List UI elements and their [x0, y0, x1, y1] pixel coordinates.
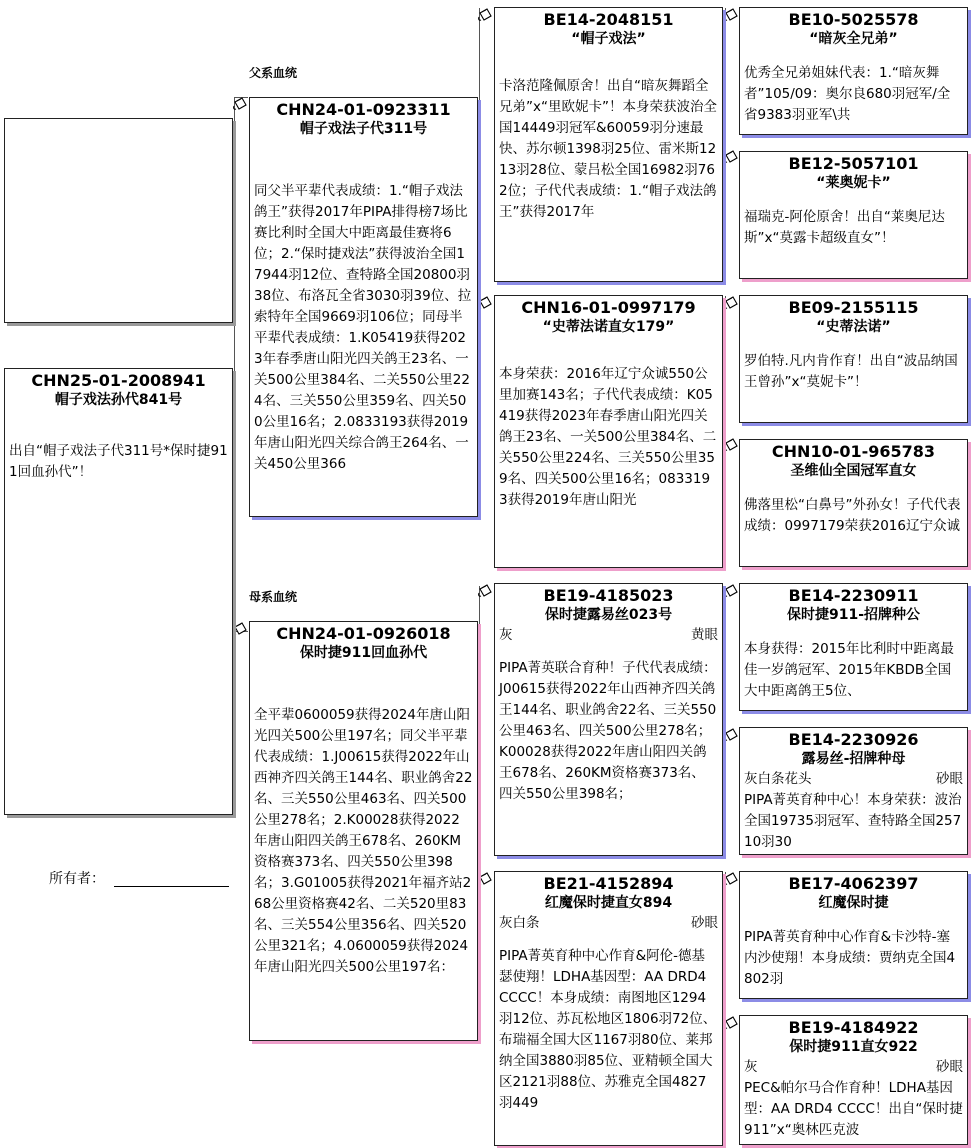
connector: [725, 872, 726, 1016]
ring-number: BE21-4152894: [543, 874, 674, 893]
paint-bucket-icon: [724, 150, 738, 164]
bird-description: PEC&帕尔马合作育种！LDHA基因型：AA DRD4 CCCC！出自“保时捷911”x“奥林匹克波: [744, 1080, 963, 1138]
paint-bucket-icon: [724, 1016, 738, 1030]
connector: [479, 586, 480, 876]
ring-number: CHN25-01-2008941: [31, 371, 206, 390]
paint-bucket-icon: [478, 296, 492, 310]
bird-description: 本身荣获：2016年辽宁众诚550公里加赛143名；子代代表成绩：K05419获得2023年春季唐山阳光四关鸽王23名、一关500公里384名、二关550公里224名、三关550公里359名、四关500公里16名；0833193获得2019年唐山阳光: [499, 366, 717, 508]
paint-bucket-icon: [724, 728, 738, 742]
grandsire-paternal-card[interactable]: [494, 7, 723, 282]
great-grandparent-card[interactable]: [739, 295, 968, 423]
paint-bucket-icon: [724, 8, 738, 22]
feather-color: 灰: [744, 1059, 758, 1075]
bird-name: “暗灰全兄弟”: [809, 31, 898, 47]
bird-description: 出自“帽子戏法子代311号*保时捷911回血孙代”！: [9, 443, 228, 480]
ring-number: BE17-4062397: [788, 874, 919, 893]
granddam-paternal-card[interactable]: [494, 295, 723, 568]
ring-number: BE09-2155115: [788, 298, 919, 317]
ring-number: BE19-4185023: [543, 586, 674, 605]
great-grandparent-card[interactable]: [739, 151, 968, 279]
connector: [725, 296, 726, 440]
eye-type: 砂眼: [936, 771, 963, 787]
bird-name: “帽子戏法”: [571, 31, 646, 47]
feather-color: 灰白条花头: [744, 771, 812, 787]
bird-description: 佛落里松“白鼻号”外孙女！子代代表成绩：0997179荣获2016辽宁众诚: [744, 497, 961, 534]
connector: [725, 8, 726, 152]
bird-description: 本身获得：2015年比利时中距离最佳一岁鸽冠军、2015年KBDB全国大中距离鸽王5位、: [744, 641, 954, 699]
bird-description: PIPA菁英育种中心！本身荣获：波治全国19735羽冠军、查特路全国25710羽30: [744, 792, 962, 850]
subject-card[interactable]: [4, 368, 233, 815]
feather-color: 灰白条: [499, 915, 540, 931]
dam-line-label: 母系血统: [249, 590, 298, 604]
bird-description: 卡洛范隆佩原舍！出自“暗灰舞蹈全兄弟”x“里欧妮卡”！本身荣获波治全国14449羽冠军&60059羽分速最快、苏尔顿1398羽25位、雷米斯1213羽28位、蒙吕松全国16982羽762位；子代代表成绩：1.“帽子戏法鸽王”获得2017年: [499, 78, 717, 220]
ring-number: CHN16-01-0997179: [521, 298, 696, 317]
bird-name: 保时捷911直女922: [789, 1039, 918, 1055]
ring-number: CHN10-01-965783: [771, 442, 936, 461]
bird-description: PIPA菁英联合育种！子代代表成绩：J00615获得2022年山西神齐四关鸽王144名、职业鸽舍22名、三关550公里463名、四关500公里278名；K00028获得2022年唐山阳四关鸽王678名、260KM资格赛373名、四关550公里398名；: [499, 660, 717, 802]
ring-number: BE12-5057101: [788, 154, 919, 173]
granddam-maternal-card[interactable]: [494, 871, 723, 1146]
great-grandparent-card[interactable]: [739, 1015, 968, 1145]
ring-number: BE14-2230911: [788, 586, 919, 605]
bird-name: “史蒂法诺”: [816, 319, 891, 335]
bird-name: 圣维仙全国冠军直女: [790, 463, 917, 479]
paint-bucket-icon: [233, 97, 247, 111]
paint-bucket-icon: [724, 438, 738, 452]
photo-box[interactable]: [4, 118, 233, 323]
bird-name: 保时捷911回血孙代: [299, 645, 428, 661]
sire-card[interactable]: [249, 97, 478, 517]
ring-number: BE10-5025578: [788, 10, 919, 29]
paint-bucket-icon: [478, 584, 492, 598]
bird-name: 红魔保时捷: [818, 895, 889, 911]
bird-description: 罗伯特.凡内肯作育！出自“波品纳国王曾孙”x“莫妮卡”！: [744, 353, 958, 390]
bird-name: 露易丝-招牌种母: [801, 751, 906, 767]
ring-number: BE19-4184922: [788, 1018, 919, 1037]
great-grandparent-card[interactable]: [739, 583, 968, 711]
bird-name: 保时捷露易丝023号: [544, 607, 673, 623]
grandsire-maternal-card[interactable]: [494, 583, 723, 856]
bird-description: PIPA菁英育种中心作育&卡沙特-塞内沙使翔！本身成绩：贾纳克全国4802羽: [744, 929, 956, 987]
paint-bucket-icon: [233, 622, 247, 636]
bird-name: 帽子戏法子代311号: [299, 121, 428, 137]
bird-name: “史蒂法诺直女179”: [542, 319, 675, 335]
ring-number: CHN24-01-0923311: [276, 100, 451, 119]
ring-number: CHN24-01-0926018: [276, 624, 451, 643]
bird-name: 保时捷911-招牌种公: [786, 607, 921, 623]
great-grandparent-card[interactable]: [739, 727, 968, 855]
bird-description: 福瑞克-阿伦原舍！出自“莱奥尼达斯”x“莫露卡超级直女”！: [744, 209, 945, 246]
paint-bucket-icon: [478, 8, 492, 22]
bird-description: PIPA菁英育种中心作育&阿伦-德基瑟使翔！LDHA基因型：AA DRD4 CCCC！本身成绩：南图地区1294羽12位、苏瓦松地区1806羽72位、布瑞福全国大区1167羽80位、莱邦纳全国3880羽85位、亚精顿全国大区2121羽88位、苏雅克全国4827羽449: [499, 948, 717, 1111]
dam-card[interactable]: [249, 621, 478, 1041]
bird-name: 红魔保时捷直女894: [544, 895, 673, 911]
paint-bucket-icon: [724, 296, 738, 310]
feather-color: 灰: [499, 627, 513, 643]
connector: [234, 97, 235, 631]
connector: [725, 586, 726, 730]
great-grandparent-card[interactable]: [739, 7, 968, 135]
sire-line-label: 父系血统: [249, 66, 298, 80]
ring-number: BE14-2230926: [788, 730, 919, 749]
bird-description: 优秀全兄弟姐妹代表：1.“暗灰舞者”105/09：奥尔良680羽冠军/全省9383羽亚军\共: [744, 65, 951, 123]
bird-name: “莱奥妮卡”: [816, 175, 891, 191]
connector: [479, 8, 480, 298]
owner-label: 所有者：: [49, 871, 105, 887]
paint-bucket-icon: [724, 872, 738, 886]
great-grandparent-card[interactable]: [739, 439, 968, 567]
eye-type: 砂眼: [936, 1059, 963, 1075]
great-grandparent-card[interactable]: [739, 871, 968, 999]
paint-bucket-icon: [724, 584, 738, 598]
bird-name: 帽子戏法孙代841号: [54, 392, 183, 408]
ring-number: BE14-2048151: [543, 10, 674, 29]
eye-type: 黄眼: [691, 627, 718, 643]
bird-description: 全平辈0600059获得2024年唐山阳光四关500公里197名；同父半平辈代表成绩：1.J00615获得2022年山西神齐四关鸽王144名、职业鸽舍22名、三关550公里463名、四关500公里278名；2.K00028获得2022年唐山阳四关鸽王678名、260KM资格赛373名、四关550公里398名；3.G01005获得2021年福齐站268公里资格赛42名、二关520里83名、三关554公里356名、四关520公里321名；4.0600059获得2024年唐山阳光四关500公里197名：: [254, 707, 473, 975]
owner-field[interactable]: [114, 871, 229, 887]
eye-type: 砂眼: [691, 915, 718, 931]
paint-bucket-icon: [478, 872, 492, 886]
bird-description: 同父半平辈代表成绩：1.“帽子戏法鸽王”获得2017年PIPA排得榜7场比赛比利时全国大中距离最佳赛将6位；2.“保时捷戏法”获得波治全国17944羽12位、查特路全国20800羽38位、布洛瓦全省3030羽39位、拉索特年全国9669羽106位；同母半平辈代表成绩：1.K05419获得2023年春季唐山阳光四关鸽王23名、一关500公里384名、二关550公里224名、三关550公里359名、四关500公里16名；2.0833193获得2019年唐山阳光四关综合鸽王264名、一关450公里366: [254, 183, 472, 472]
